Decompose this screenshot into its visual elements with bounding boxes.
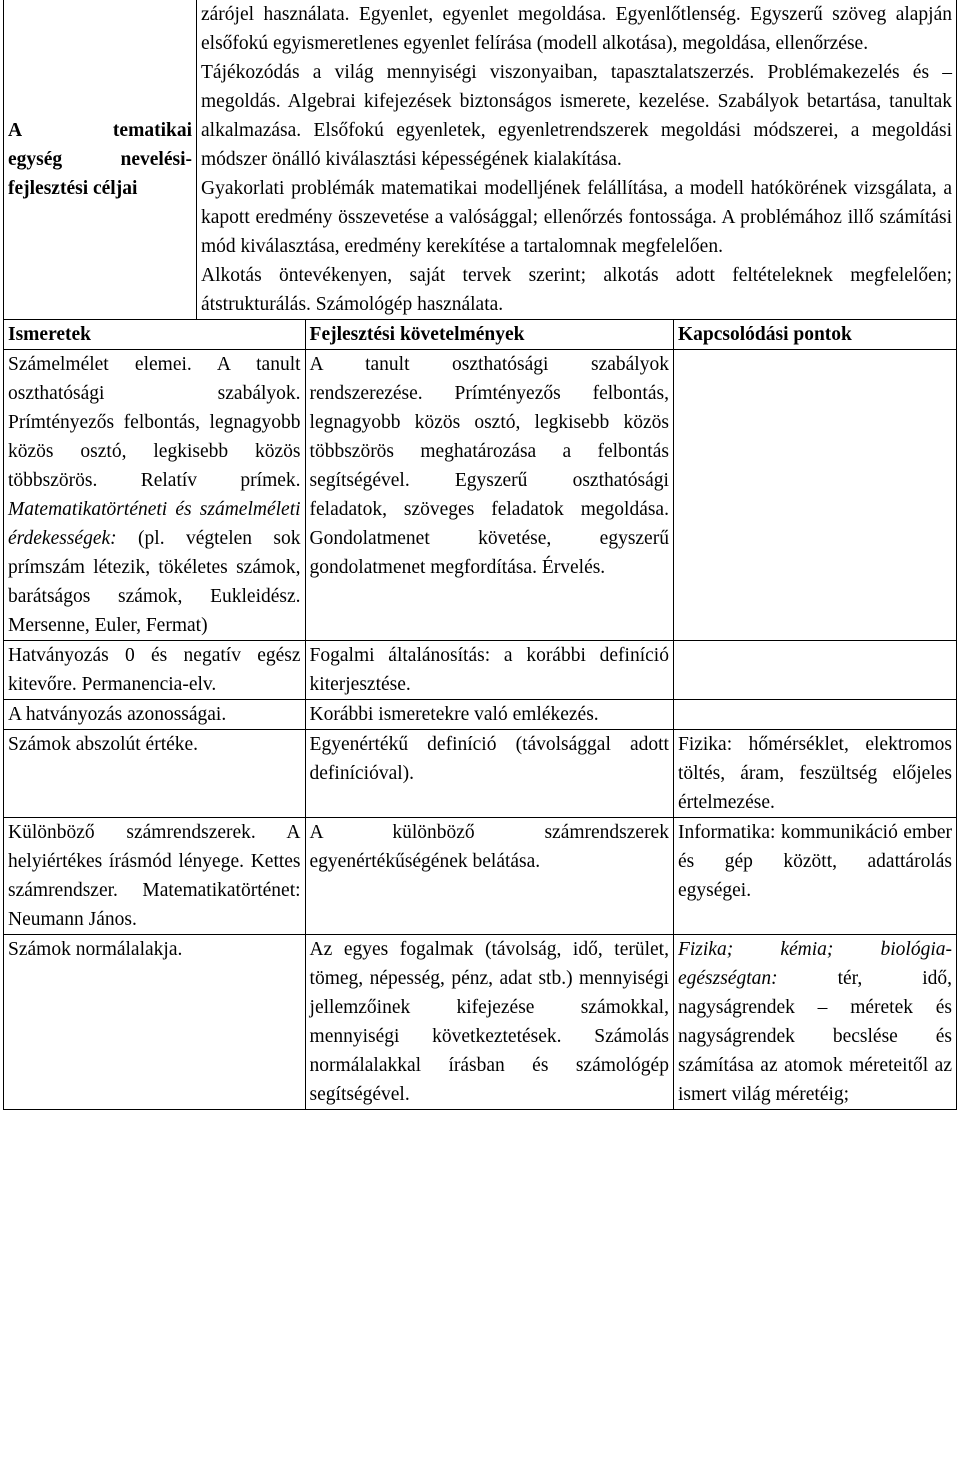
- header-links: Kapcsolódási pontok: [673, 320, 956, 350]
- goals-label-cell: [4, 0, 197, 320]
- knowledge-cell: Különböző számrendszerek. A helyiértékes írásmód lényege. Kettes számrendszer. Matematikatörténet: Neumann János.: [4, 818, 306, 935]
- table-row: [4, 350, 957, 641]
- table-row: [4, 730, 957, 818]
- header-requirements: Fejlesztési követelmények: [305, 320, 673, 350]
- requirements-cell: A tanult oszthatósági szabályok rendszerezése. Prímtényezős felbontás, legnagyobb közös osztó, legkisebb közös többszörös meghatározása a felbontás segítségével. Egyszerű oszthatósági feladatok, szöveges feladatok megoldása. Gondolatmenet követése, egyszerű gondolatmenet megfordítása. Érvelés.: [305, 350, 673, 641]
- knowledge-cell: Hatványozás 0 és negatív egész kitevőre. Permanencia-elv.: [4, 641, 306, 700]
- links-cell: [673, 700, 956, 730]
- requirements-cell: Korábbi ismeretekre való emlékezés.: [305, 700, 673, 730]
- links-cell: [673, 641, 956, 700]
- table-row: [4, 700, 957, 730]
- table-header-row: [4, 320, 957, 350]
- curriculum-table: [3, 320, 957, 1110]
- goals-label-line: A tematikai: [8, 120, 192, 141]
- goals-row: [4, 0, 957, 320]
- requirements-cell: Egyenértékű definíció (távolsággal adott definícióval).: [305, 730, 673, 818]
- links-italic-text: Fizika; kémia; biológia-egészségtan:: [677, 939, 952, 989]
- knowledge-italic-text: Matematikatörténeti és számelméleti érdekességek:: [8, 499, 301, 549]
- table-row: [4, 818, 957, 935]
- links-after-text: tér, idő, nagyságrendek – méretek és nagyságrendek becslése és számítása az atomok méreteitől az ismert világ méretéig;: [677, 968, 952, 1105]
- goals-content-cell: [197, 0, 957, 320]
- links-cell: [673, 350, 956, 641]
- knowledge-after-text: (pl. végtelen sok prímszám létezik, tökéletes számok, barátságos számok, Eukleidész. Mersenne, Euler, Fermat): [8, 528, 301, 636]
- links-cell: Informatika: kommunikáció ember és gép között, adattárolás egységei.: [673, 818, 956, 935]
- requirements-cell: Fogalmi általánosítás: a korábbi definíció kiterjesztése.: [305, 641, 673, 700]
- knowledge-cell: A hatványozás azonosságai.: [4, 700, 306, 730]
- knowledge-text: Számelmélet elemei. A tanult oszthatósági szabályok. Prímtényezős felbontás, legnagyobb közös osztó, legkisebb közös többszörös. Relatív prímek.: [8, 354, 301, 491]
- links-cell: [673, 935, 956, 1110]
- table-row: [4, 935, 957, 1110]
- goals-table: [3, 0, 957, 320]
- goals-paragraph: Tájékozódás a világ mennyiségi viszonyaiban, tapasztalatszerzés. Problémakezelés és –megoldás. Algebrai kifejezések biztonságos ismerete, kezelése. Szabályok betartása, tanultak alkalmazása. Elsőfokú egyenletek, egyenletrendszerek megoldási módszerei, a megoldási módszer önálló kiválasztási képességének kialakítása.: [201, 62, 952, 170]
- knowledge-cell: Számok abszolút értéke.: [4, 730, 306, 818]
- goals-label-line: egység nevelési-: [8, 149, 192, 170]
- knowledge-cell: [4, 350, 306, 641]
- goals-paragraph: zárójel használata. Egyenlet, egyenlet megoldása. Egyenlőtlenség. Egyszerű szöveg alapján elsőfokú egyismeretlenes egyenlet felírása (modell alkotása), megoldása, ellenőrzése.: [201, 4, 952, 54]
- requirements-cell: A különböző számrendszerek egyenértékűségének belátása.: [305, 818, 673, 935]
- goals-paragraph: Gyakorlati problémák matematikai modelljének felállítása, a modell hatókörének vizsgálata, a kapott eredmény összevetése a valósággal; ellenőrzés fontossága. A problémához illő számítási mód kiválasztása, eredmény kerekítése a tartalomnak megfelelően.: [201, 178, 952, 257]
- header-knowledge: Ismeretek: [4, 320, 306, 350]
- table-row: [4, 641, 957, 700]
- links-cell: Fizika: hőmérséklet, elektromos töltés, áram, feszültség előjeles értelmezése.: [673, 730, 956, 818]
- goals-paragraph: Alkotás öntevékenyen, saját tervek szerint; alkotás adott feltételeknek megfelelően; átstrukturálás. Számológép használata.: [201, 265, 952, 315]
- document-page: [3, 0, 957, 1110]
- goals-label-line: fejlesztési céljai: [8, 178, 138, 199]
- requirements-cell: Az egyes fogalmak (távolság, idő, terület, tömeg, népesség, pénz, adat stb.) mennyiségi jellemzőinek kifejezése számokkal, mennyiségi következtetések. Számolás normálalakkal írásban és számológép segítségével.: [305, 935, 673, 1110]
- knowledge-cell: Számok normálalakja.: [4, 935, 306, 1110]
